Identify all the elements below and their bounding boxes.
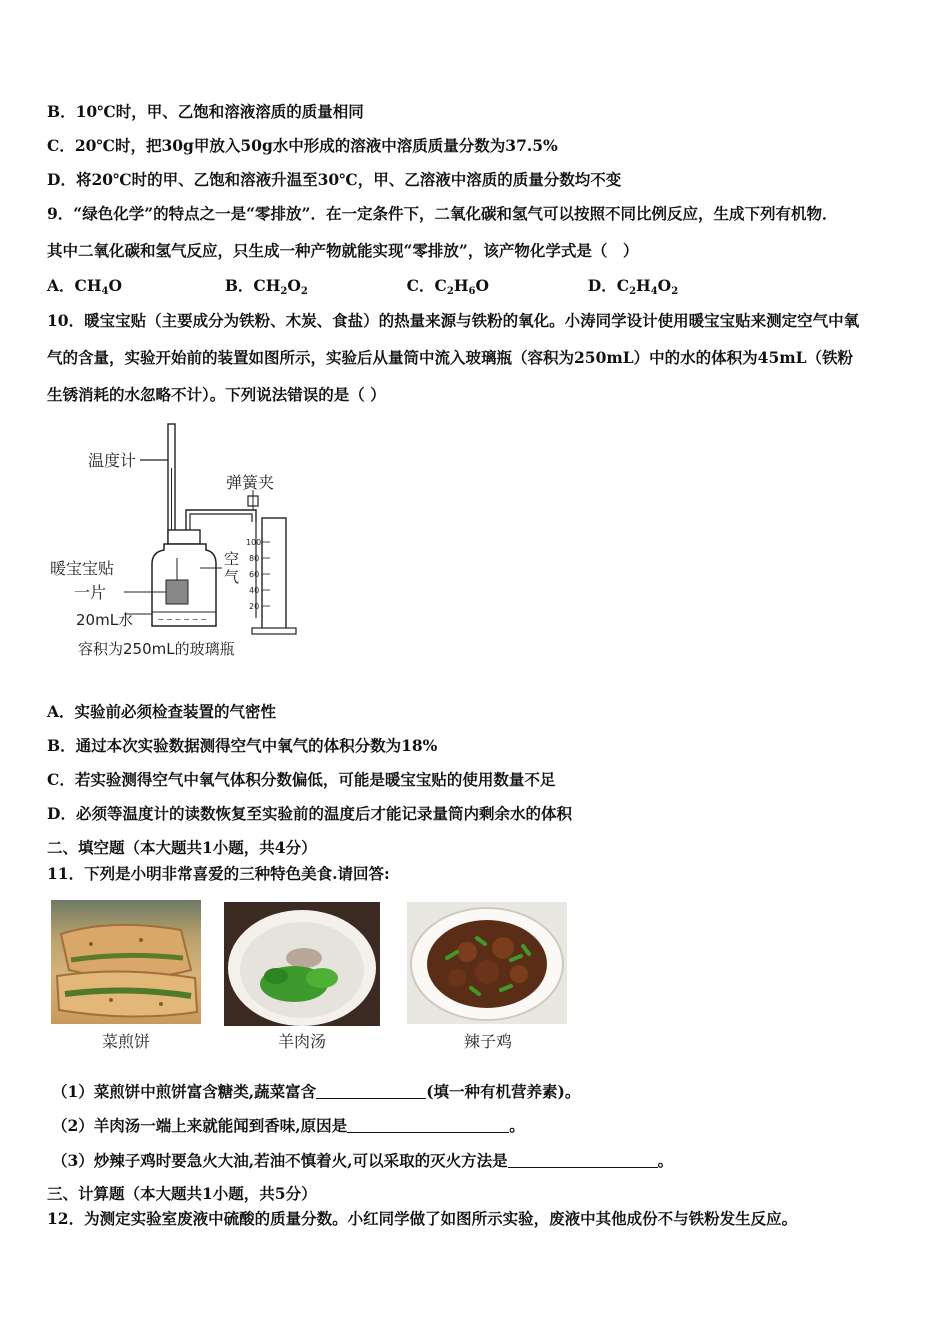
q10-stem-line1: 10．暖宝宝贴（主要成分为铁粉、木炭、食盐）的热量来源与铁粉的氧化。小涛同学设计使用暖宝宝贴来测定空气中氧	[47, 311, 860, 330]
photo-pancake	[51, 900, 201, 1024]
q9-option-a: A．$CH_4O$	[47, 276, 122, 297]
label-clamp: 弹簧夹	[226, 473, 275, 492]
q10-option-c: C．若实验测得空气中氧气体积分数偏低，可能是暖宝宝贴的使用数量不足	[47, 770, 556, 789]
q9-stem-line2: 其中二氧化碳和氢气反应，只生成一种产物就能实现“零排放”，该产物化学式是（ ）	[47, 241, 639, 260]
photo-mutton-soup	[224, 902, 380, 1026]
q9-option-b: B．$CH_2O_2$	[224, 276, 308, 297]
label-warmer-1: 暖宝宝贴	[50, 559, 115, 578]
q10-stem-line3: 生锈消耗的水忽略不计）。下列说法错误的是（ ）	[47, 385, 386, 404]
caption-spicy-chicken: 辣子鸡	[463, 1032, 512, 1051]
label-water: 20mL水	[76, 611, 134, 629]
caption-pancake: 菜煎饼	[101, 1032, 150, 1051]
section-2-heading: 二、填空题（本大题共1小题，共4分）	[47, 838, 317, 857]
q10-stem-line2: 气的含量，实验开始前的装置如图所示，实验后从量筒中流入玻璃瓶（容积为250mL）中的水的体积为45mL（铁粉	[47, 348, 854, 367]
q9-options	[47, 276, 678, 302]
q11-part3: （3）炒辣子鸡时要急火大油,若油不慎着火,可以采取的灭火方法是 。	[52, 1151, 674, 1170]
cylinder-tick-20: 20	[249, 602, 260, 611]
q8-option-c: C．20℃时，把30g甲放入50g水中形成的溶液中溶质质量分数为37.5%	[47, 136, 558, 155]
cylinder-tick-40: 40	[249, 586, 260, 595]
label-thermometer: 温度计	[88, 451, 137, 470]
q9-stem-line1: 9．“绿色化学”的特点之一是“零排放”．在一定条件下，二氧化碳和氢气可以按照不同比例反应，生成下列有机物．	[47, 204, 838, 223]
label-air-2: 气	[224, 568, 240, 586]
svg-text:‒ ‒ ‒ ‒ ‒ ‒: ‒ ‒ ‒ ‒ ‒ ‒	[158, 615, 207, 625]
q11-part1: （1）菜煎饼中煎饼富含糖类,蔬菜富含 (填一种有机营养素)。	[52, 1082, 581, 1101]
cylinder-tick-80: 80	[249, 554, 260, 563]
caption-mutton-soup: 羊肉汤	[277, 1032, 326, 1051]
q11-part2: （2）羊肉汤一端上来就能闻到香味,原因是 。	[52, 1116, 525, 1135]
q9-option-c: C．$C_2H_6O$	[406, 276, 489, 297]
label-bottle: 容积为250mL的玻璃瓶	[78, 640, 235, 658]
q10-option-d: D．必须等温度计的读数恢复至实验前的温度后才能记录量筒内剩余水的体积	[47, 804, 572, 823]
label-air-1: 空	[224, 550, 240, 568]
photo-spicy-chicken	[407, 902, 567, 1024]
cylinder-tick-100: 100	[246, 538, 262, 547]
answer-blank-3[interactable]	[508, 1151, 658, 1168]
q10-apparatus-diagram	[40, 418, 330, 668]
answer-blank-1[interactable]	[316, 1082, 426, 1099]
q8-option-d: D．将20℃时的甲、乙饱和溶液升温至30℃，甲、乙溶液中溶质的质量分数均不变	[47, 170, 622, 189]
q9-option-d: D．$C_2H_4O_2$	[587, 276, 679, 297]
answer-blank-2[interactable]	[347, 1116, 509, 1133]
q10-option-b: B．通过本次实验数据测得空气中氧气的体积分数为18%	[47, 736, 438, 755]
label-warmer-2: 一片	[74, 583, 107, 602]
q11-stem: 11．下列是小明非常喜爱的三种特色美食.请回答:	[47, 864, 390, 883]
warmer-pad-icon	[166, 580, 188, 604]
section-3-heading: 三、计算题（本大题共1小题，共5分）	[47, 1184, 317, 1203]
cylinder-tick-60: 60	[249, 570, 260, 579]
q12-stem: 12．为测定实验室废液中硫酸的质量分数。小红同学做了如图所示实验，废液中其他成份不与铁粉发生反应。	[47, 1209, 798, 1228]
q10-option-a: A．实验前必须检查装置的气密性	[47, 702, 277, 721]
q8-option-b: B．10℃时，甲、乙饱和溶液溶质的质量相同	[47, 102, 364, 121]
